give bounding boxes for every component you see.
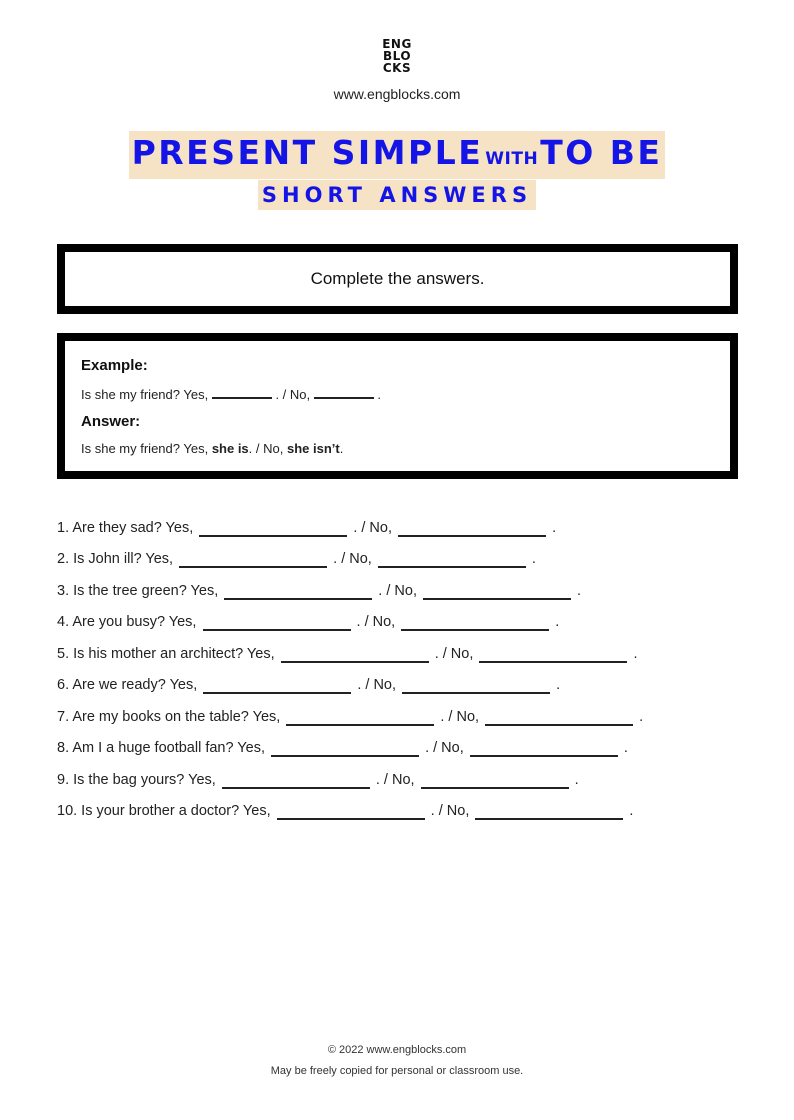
example-no-text: . / No, — [275, 387, 311, 402]
answer-blank-no[interactable] — [402, 678, 550, 694]
question-end: . — [552, 520, 557, 536]
example-question-text: Is she my friend? Yes, — [81, 387, 209, 402]
example-heading: Example: — [81, 357, 148, 374]
title-with: WITH — [485, 149, 539, 169]
question-text: 4. Are you busy? Yes, — [57, 614, 197, 630]
example-blank-yes — [212, 385, 272, 399]
question-no: . / No, — [440, 709, 480, 725]
question-end: . — [531, 551, 536, 567]
question-text: 7. Are my books on the table? Yes, — [57, 709, 281, 725]
instruction-box — [57, 244, 738, 314]
engblocks-logo — [0, 38, 794, 74]
answer-blank-no[interactable] — [485, 710, 633, 726]
question-item — [57, 613, 559, 631]
question-no: . / No, — [356, 614, 396, 630]
question-no: . / No, — [378, 583, 417, 599]
question-item — [57, 676, 560, 694]
answer-heading: Answer: — [81, 413, 141, 430]
question-end: . — [555, 614, 560, 630]
question-end: . — [629, 803, 634, 819]
question-end: . — [556, 677, 561, 693]
question-end: . — [577, 583, 582, 599]
logo-line-3: CKS — [382, 61, 412, 75]
question-text: 6. Are we ready? Yes, — [57, 677, 198, 693]
example-end: . — [377, 387, 381, 402]
question-item — [57, 708, 643, 726]
question-item — [57, 802, 633, 820]
question-end: . — [639, 709, 644, 725]
question-item — [57, 645, 637, 663]
answer-blank-yes[interactable] — [224, 584, 372, 600]
logo-line-1: ENG — [382, 37, 412, 51]
subtitle-wrap — [0, 180, 794, 210]
answer-blank-no[interactable] — [421, 773, 569, 789]
title-part-2: TO BE — [540, 133, 663, 172]
example-question — [81, 385, 381, 402]
answer-blank-yes[interactable] — [203, 678, 351, 694]
example-blank-no — [314, 385, 374, 399]
question-no: . / No, — [425, 740, 464, 756]
answer-blank-yes[interactable] — [179, 552, 327, 568]
question-no: . / No, — [434, 646, 474, 662]
answer-no: she isn’t — [286, 441, 340, 456]
answer-mid: . / No, — [248, 441, 284, 456]
question-text: 8. Am I a huge football fan? Yes, — [57, 740, 265, 756]
question-text: 9. Is the bag yours? Yes, — [57, 772, 216, 788]
question-no: . / No, — [430, 803, 470, 819]
answer-blank-yes[interactable] — [271, 741, 419, 757]
answer-prefix: Is she my friend? Yes, — [81, 441, 209, 456]
question-text: 2. Is John ill? Yes, — [57, 551, 174, 567]
answer-blank-no[interactable] — [401, 615, 549, 631]
example-answer — [81, 441, 343, 456]
answer-blank-yes[interactable] — [277, 804, 425, 820]
question-item — [57, 739, 628, 757]
title-wrap — [0, 131, 794, 179]
logo-line-2: BLO — [382, 49, 412, 63]
question-text: 3. Is the tree green? Yes, — [57, 583, 219, 599]
question-item — [57, 550, 536, 568]
question-no: . / No, — [333, 551, 372, 567]
question-no: . / No, — [375, 772, 415, 788]
question-text: 10. Is your brother a doctor? Yes, — [57, 803, 271, 819]
question-end: . — [623, 740, 628, 756]
answer-blank-yes[interactable] — [222, 773, 370, 789]
question-no: . / No, — [353, 520, 392, 536]
answer-yes: she is — [211, 441, 249, 456]
answer-blank-yes[interactable] — [286, 710, 434, 726]
question-item — [57, 519, 556, 537]
answer-blank-yes[interactable] — [281, 647, 429, 663]
example-box — [57, 333, 738, 479]
worksheet-title — [129, 131, 666, 179]
answer-blank-no[interactable] — [470, 741, 618, 757]
footer-copyright: © 2022 www.engblocks.com — [327, 1044, 467, 1056]
question-text: 1. Are they sad? Yes, — [57, 520, 194, 536]
answer-blank-yes[interactable] — [203, 615, 351, 631]
answer-blank-no[interactable] — [423, 584, 571, 600]
question-item — [57, 771, 579, 789]
question-end: . — [574, 772, 579, 788]
answer-blank-no[interactable] — [475, 804, 623, 820]
answer-blank-yes[interactable] — [199, 521, 347, 537]
title-part-1: PRESENT SIMPLE — [131, 133, 484, 172]
answer-blank-no[interactable] — [398, 521, 546, 537]
instruction-text: Complete the answers. — [310, 269, 485, 288]
worksheet-subtitle: SHORT ANSWERS — [258, 180, 536, 210]
question-item — [57, 582, 581, 600]
footer-license: May be freely copied for personal or classroom use. — [270, 1065, 524, 1077]
question-end: . — [633, 646, 638, 662]
answer-end: . — [339, 441, 344, 456]
site-url: www.engblocks.com — [333, 86, 461, 102]
question-no: . / No, — [357, 677, 397, 693]
answer-blank-no[interactable] — [378, 552, 526, 568]
question-text: 5. Is his mother an architect? Yes, — [57, 646, 275, 662]
answer-blank-no[interactable] — [479, 647, 627, 663]
